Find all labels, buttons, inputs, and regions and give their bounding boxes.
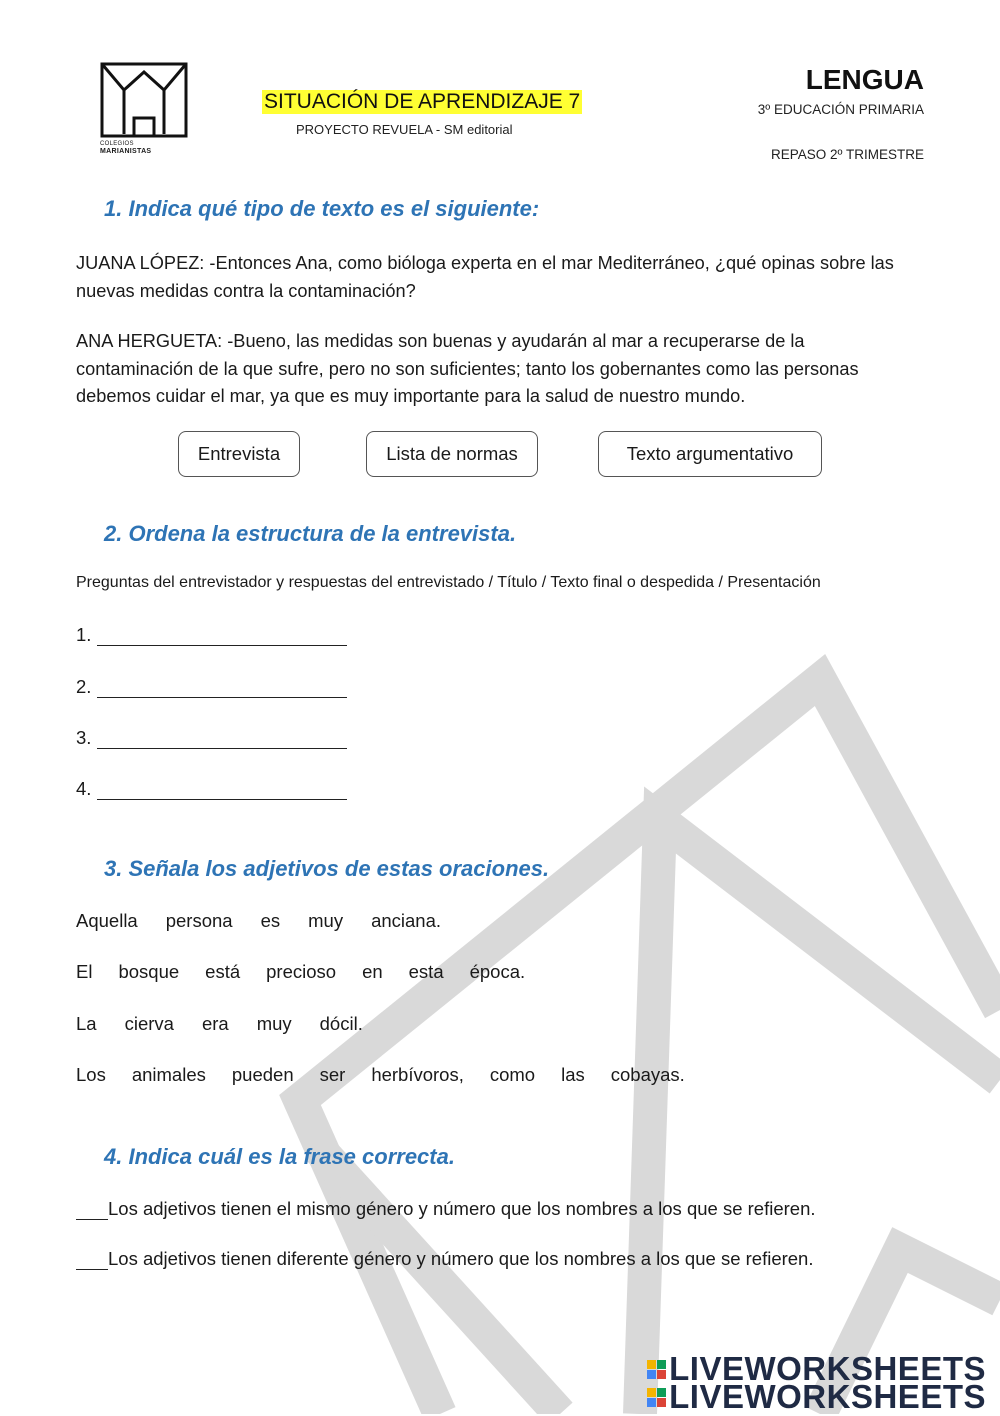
word[interactable]: como <box>489 1064 536 1085</box>
liveworksheets-logo-icon <box>647 1388 666 1407</box>
order-number: 2. <box>76 676 92 697</box>
brand-text: LIVEWORKSHEETS <box>669 1350 986 1387</box>
choice-1 <box>76 1198 816 1220</box>
situacion-title: SITUACIÓN DE APRENDIZAJE 7 <box>264 90 581 113</box>
question-1-paragraph-2: ANA HERGUETA: -Bueno, las medidas son buenas y ayudarán al mar a recuperarse de la contaminación de la que sufre, pero no son suficientes; tanto los gobernantes como las personas debemos cuidar el mar, ya que es muy importante para la salud de nuestro mundo. <box>76 331 859 406</box>
word[interactable]: en <box>362 961 383 982</box>
subject-title: LENGUA <box>805 64 924 95</box>
liveworksheets-logo-icon <box>647 1360 666 1379</box>
word[interactable]: pueden <box>231 1064 294 1085</box>
order-line-2 <box>76 676 347 698</box>
word[interactable]: Los <box>76 1064 106 1085</box>
course-label: 3º EDUCACIÓN PRIMARIA <box>757 102 924 117</box>
sentence-2 <box>76 961 525 983</box>
order-line-1 <box>76 624 347 646</box>
sentence-3 <box>76 1013 363 1035</box>
word[interactable]: esta <box>408 961 444 982</box>
question-1-title: 1. Indica qué tipo de texto es el siguiente: <box>104 196 540 221</box>
structure-items: Preguntas del entrevistador y respuestas del entrevistado / Título / Texto final o despedida / Presentación <box>76 574 821 591</box>
choice-2 <box>76 1248 813 1270</box>
word[interactable]: muy <box>256 1013 292 1034</box>
word[interactable]: Aquella <box>76 910 138 931</box>
word[interactable]: las <box>561 1064 585 1085</box>
word[interactable]: bosque <box>118 961 180 982</box>
proyecto-subtitle: PROYECTO REVUELA - SM editorial <box>296 122 513 137</box>
question-1-paragraph-1: JUANA LÓPEZ: -Entonces Ana, como bióloga experta en el mar Mediterráneo, ¿qué opinas sobre las nuevas medidas contra la contaminación? <box>76 253 894 301</box>
brand-text: LIVEWORKSHEETS <box>669 1378 986 1415</box>
answer-blank[interactable] <box>97 730 347 749</box>
choice-text: Los adjetivos tienen diferente género y número que los nombres a los que se refieren. <box>108 1248 814 1269</box>
question-3-title: 3. Señala los adjetivos de estas oraciones. <box>104 856 550 881</box>
word[interactable]: ser <box>319 1064 346 1085</box>
order-number: 4. <box>76 778 92 799</box>
word[interactable]: El <box>76 961 93 982</box>
option-texto-argumentativo[interactable]: Texto argumentativo <box>598 431 822 477</box>
word[interactable]: es <box>260 910 281 931</box>
word[interactable]: anciana. <box>371 910 442 931</box>
word[interactable]: época. <box>469 961 526 982</box>
word[interactable]: muy <box>308 910 344 931</box>
question-2-title: 2. Ordena la estructura de la entrevista. <box>104 521 517 546</box>
option-entrevista[interactable]: Entrevista <box>178 431 300 477</box>
answer-blank[interactable] <box>76 1251 108 1270</box>
word[interactable]: está <box>205 961 241 982</box>
answer-blank[interactable] <box>76 1201 108 1220</box>
word[interactable]: era <box>201 1013 229 1034</box>
word[interactable]: cobayas. <box>610 1064 685 1085</box>
logo-caption <box>100 140 151 156</box>
word[interactable]: persona <box>165 910 233 931</box>
order-number: 3. <box>76 727 92 748</box>
answer-blank[interactable] <box>97 679 347 698</box>
choice-text: Los adjetivos tienen el mismo género y número que los nombres a los que se refieren. <box>108 1198 816 1219</box>
order-number: 1. <box>76 624 92 645</box>
word[interactable]: La <box>76 1013 97 1034</box>
answer-blank[interactable] <box>97 627 347 646</box>
word[interactable]: precioso <box>266 961 337 982</box>
word[interactable]: dócil. <box>319 1013 363 1034</box>
order-line-3 <box>76 727 347 749</box>
logo-name-text: MARIANISTAS <box>100 148 152 155</box>
liveworksheets-brand-2 <box>647 1378 986 1416</box>
logo-small-text: COLEGIOS <box>100 141 134 147</box>
question-4-title: 4. Indica cuál es la frase correcta. <box>104 1144 455 1169</box>
word[interactable]: herbívoros, <box>371 1064 464 1085</box>
word[interactable]: cierva <box>124 1013 174 1034</box>
answer-blank[interactable] <box>97 781 347 800</box>
option-lista-de-normas[interactable]: Lista de normas <box>366 431 538 477</box>
sentence-1 <box>76 910 441 932</box>
sentence-4 <box>76 1064 685 1086</box>
word[interactable]: animales <box>131 1064 206 1085</box>
order-line-4 <box>76 778 347 800</box>
review-label: REPASO 2º TRIMESTRE <box>771 147 924 162</box>
